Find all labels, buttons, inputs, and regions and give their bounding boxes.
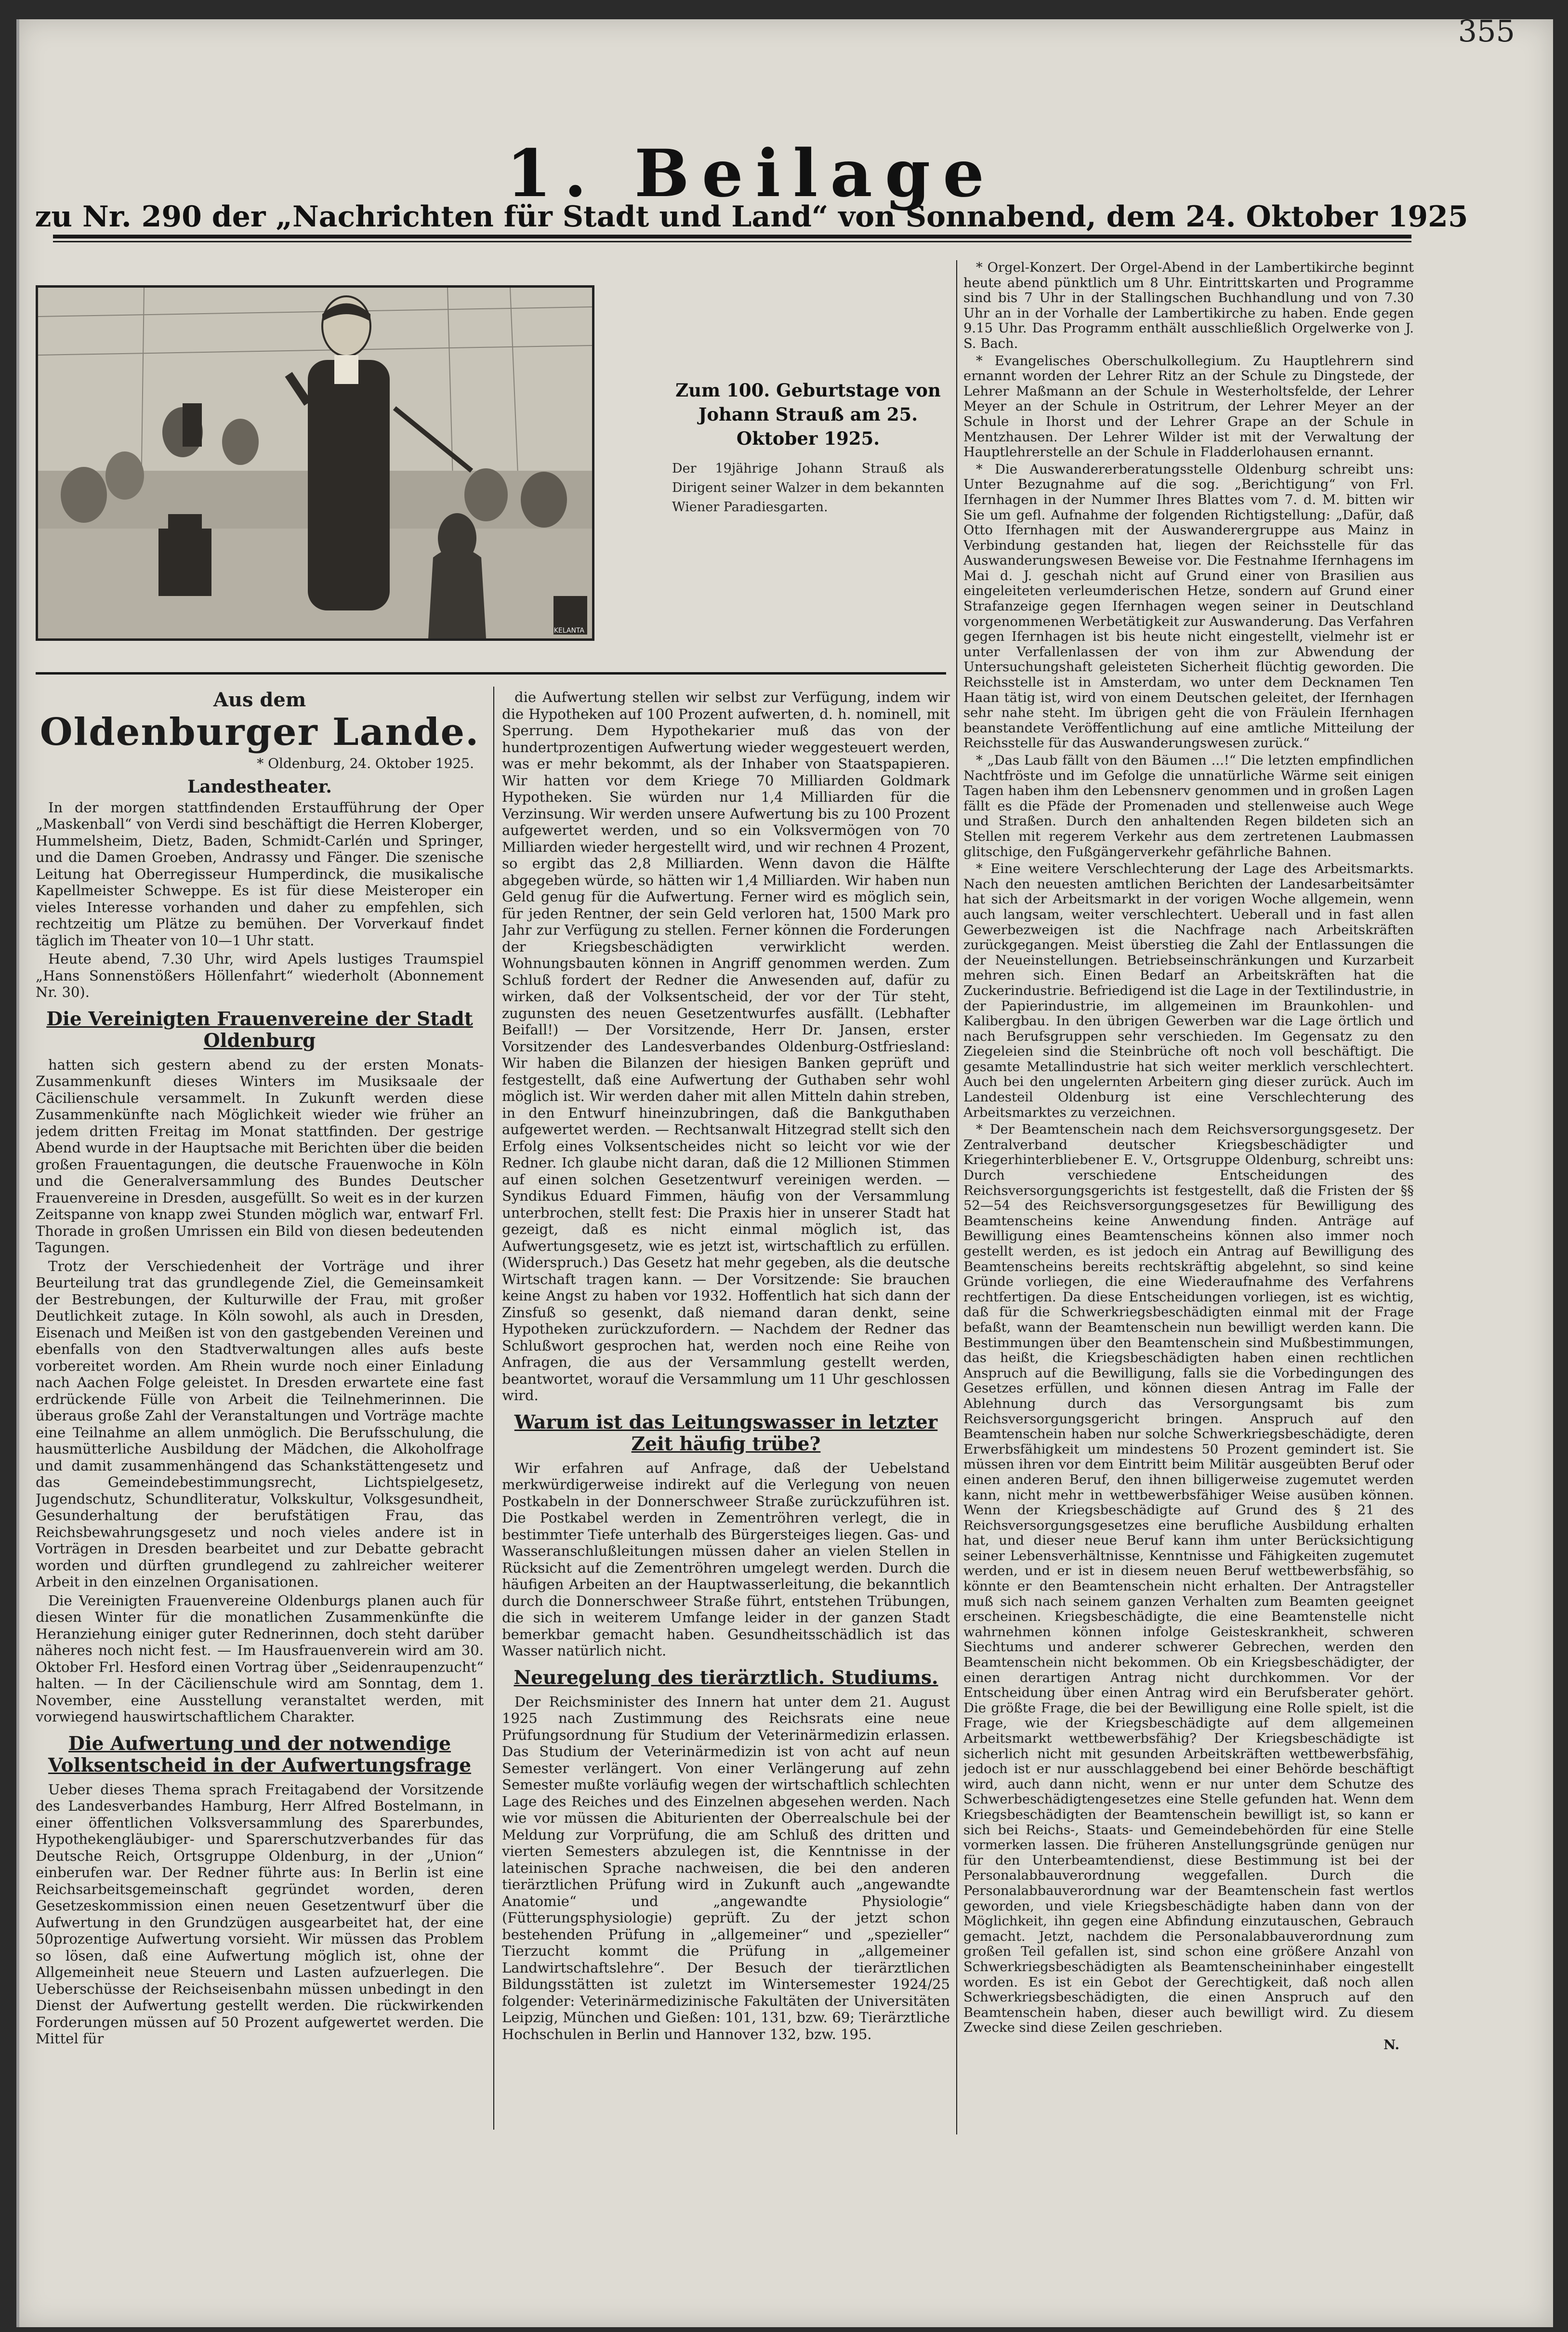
oberschulkollegium-paragraph: * Evangelisches Oberschulkollegium. Zu Hauptlehrern sind ernannt worden der Lehrer Ritz an der Schule zu Dingstede, der Lehrer Maßmann an der Schule in Westerholtsfelde, der Lehrer Meyer an der Schule in Ostritrum, der Lehrer Meyer an der Schule in Ihorst und der Lehrer Grape an der Schule in Mentzhausen. Der Lehrer Wilder ist mit der Verwaltung der Hauptlehrerstelle an der Schule in Fladderlohausen ernannt.: [963, 353, 1414, 460]
beamtenschein-signature: N.: [1384, 2037, 1399, 2053]
frauenvereine-paragraph-2: Trotz der Verschiedenheit der Vorträge und ihrer Beurteilung trat das grundlegende Ziel, die Gemeinsamkeit der Bestrebungen, der Kulturwille der Frau, mit großer Deutlichkeit zutage. In Köln sowohl, als auch in Dresden, Eisenach und Meißen ist von den gastgebenden Vereinen und ebenfalls von den Stadtverwaltungen alles aufs beste vorbereitet worden. Am Rhein wurde noch einer Einladung nach Aachen Folge geleistet. In Dresden erwartete eine fast erdrückende Fülle von Arbeit die Teilnehmerinnen. Die überaus große Zahl der Veranstaltungen und Vorträge machte eine Teilnahme an allem unmöglich. Die Berufsschulung, die hausmütterliche Ausbildung der Mädchen, die Alkoholfrage und damit zusammenhängend das Schankstättengesetz und das Gemeindebestimmungsrecht, Lichtspielgesetz, Jugendschutz, Schundliteratur, Volkskultur, Volksgesundheit, Gesunderhaltung der berufstätigen Frau, das Reichsbewahrungsgesetz und noch vieles andere ist in Vorträgen in Dresden bearbeitet und zur Debatte gebracht worden und dürften grundlegend zu zahlreicher weiterer Arbeit in den einzelnen Organisationen.: [36, 1258, 484, 1590]
leitungswasser-paragraph: Wir erfahren auf Anfrage, daß der Uebelstand merkwürdigerweise indirekt auf die Verlegung von neuen Postkabeln in der Donnerschweer Straße zurückzuführen ist. Die Postkabel werden in Zementröhren verlegt, die in bestimmter Tiefe unterhalb des Bürgersteiges liegen. Gas- und Wasseranschlußleitungen müssen daher an vielen Stellen in Rücksicht auf die Zementröhren umgelegt werden. Durch die häufigen Arbeiten an der Hauptwasserleitung, die bekanntlich durch die Donnerschweer Straße führt, entstehen Trübungen, die sich in weiterem Umfange leider in der ganzen Stadt bemerkbar gemacht haben. Gesundheitsschädlich ist das Wasser natürlich nicht.: [502, 1459, 950, 1659]
section-rule: [36, 672, 946, 675]
aufwertung-continued-paragraph: die Aufwertung stellen wir selbst zur Verfügung, indem wir die Hypotheken auf 100 Prozent aufwerten, d. h. nominell, mit Sperrung. Dem Hypothekarier muß das von der hundertprozentigen Aufwertung wieder weggesteuert werden, was er mehr bekommt, als der Inhaber von Staatspapieren. Wir hatten vor dem Kriege 70 Milliarden Goldmark Hypotheken. Sie würden nur 1,4 Milliarden für die Verzinsung. Wir werden unsere Aufwertung bis zu 100 Prozent aufgewertet werden, und so ein Volksvermögen von 70 Milliarden wieder hergestellt wird, und wir rechnen 4 Prozent, so ergibt das 2,8 Milliarden. Wenn davon die Hälfte abgegeben würde, so hätten wir 1,4 Milliarden. Wir haben nun Geld genug für die Aufwertung. Ferner wird es möglich sein, für jeden Rentner, der sein Geld verloren hat, 1500 Mark pro Jahr zur Verfügung zu stellen. Ferner können die Forderungen der Kriegsbeschädigten verwirklicht werden. Wohnungsbauten können in Angriff genommen werden. Zum Schluß fordert der Redner die Anwesenden auf, dafür zu wirken, daß der Volksentscheid, der vor der Tür steht, zugunsten des neuen Gesetzentwurfes ausfällt. (Lebhafter Beifall!) — Der Vorsitzende, Herr Dr. Jansen, erster Vorsitzender des Landesverbandes Oldenburg-Ostfriesland: Wir haben die Bilanzen der hiesigen Banken geprüft und festgestellt, daß eine Aufwertung der Guthaben sehr wohl möglich ist. Wir werden daher mit allen Mitteln dahin streben, in den Entwurf hineinzubringen, daß die Bankguthaben aufgewertet werden. — Rechtsanwalt Hitzegrad stellt sich den Erfolg eines Volksentscheides nicht so leicht vor wie der Redner. Ich glaube nicht daran, daß die 12 Millionen Stimmen auf einen solchen Gesetzentwurf vereinigen werden. — Syndikus Eduard Fimmen, häufig von der Versammlung unterbrochen, stellt fest: Die Praxis hier in unserer Stadt hat gezeigt, daß es nicht einmal möglich ist, das Aufwertungsgesetz, wie es jetzt ist, wirtschaftlich zu erfüllen. (Widerspruch.) Das Gesetz hat mehr gegeben, als die deutsche Wirtschaft tragen kann. — Der Vorsitzende: Sie brauchen keine Angst zu haben vor 1932. Hoffentlich hat sich dann der Zinsfuß so gesenkt, daß niemand daran denkt, seine Hypotheken zurückzufordern. — Nachdem der Redner das Schlußwort gesprochen hat, werden noch eine Reihe von Anfragen, die aus der Versammlung gestellt werden, beantwortet, worauf die Versammlung um 11 Uhr geschlossen wird.: [502, 689, 950, 1404]
beamtenschein-paragraph: * Der Beamtenschein nach dem Reichsversorgungsgesetz. Der Zentralverband deutscher Kriegsbeschädigter und Kriegerhinterbliebener E. V., Ortsgruppe Oldenburg, schreibt uns: Durch verschiedene Entscheidungen des Reichsversorgungsgerichts ist festgestellt, daß die Fristen der §§ 52—54 des Reichsversorgungsgesetzes für Bewilligung des Beamtenscheins keine Anwendung finden. Anträge auf Bewilligung eines Beamtenscheins können also immer noch gestellt werden, es ist jedoch ein Antrag auf Bewilligung des Beamtenscheins bereits rechtskräftig abgelehnt, so sind keine Gründe vorliegen, die eine Wiederaufnahme des Verfahrens rechtfertigen. Da diese Entscheidungen vorliegen, ist es wichtig, daß für die Schwerkriegsbeschädigten einmal mit der Frage befaßt, wann der Beamtenschein nun bewilligt werden kann. Die Bestimmungen über den Beamtenschein sind Mußbestimmungen, das heißt, die Kriegsbeschädigten haben einen rechtlichen Anspruch auf die Bewilligung, falls sie die Vorbedingungen des Gesetzes erfüllen, und können diesen Antrag im Falle der Ablehnung durch das Versorgungsamt bis zum Reichsversorgungsgericht bringen. Anspruch auf den Beamtenschein haben nur solche Schwerkriegsbeschädigte, deren Erwerbsfähigkeit um mindestens 50 Prozent gemindert ist. Sie müssen ihren vor dem Eintritt beim Militär ausgeübten Beruf oder einen anderen Beruf, den ihnen billigerweise zugemutet werden kann, nicht mehr in wettbewerbsfähiger Weise ausüben können. Wenn der Kriegsbeschädigte auf Grund des § 21 des Reichsversorgungsgesetzes eine berufliche Ausbildung erhalten hat, und dieser neue Beruf kann ihm unter Berücksichtigung seiner Lebensverhältnisse, Kenntnisse und Fähigkeiten zugemutet werden, und er ist in diesem neuen Beruf wettbewerbsfähig, so könnte er den Beamtenschein nicht erhalten. Der Antragsteller muß sich nach seinem ganzen Verhalten zum Beamten geeignet erscheinen. Kriegsbeschädigte, die eine Beamtenstelle nicht wahrnehmen können infolge Geisteskrankheit, schweren Siechtums und anderer schwerer Gebrechen, werden den Beamtenschein nicht bekommen. Ob ein Kriegsbeschädigter, der einen derartigen Antrag nicht durchkommen. Vor der Entscheidung über einen Antrag wird ein Berufsberater gehört. Die größte Frage, die bei der Bewilligung eine Rolle spielt, ist die Frage, wie der Kriegsbeschädigte auf dem allgemeinen Arbeitsmarkt wettbewerbsfähig? Der Kriegsbeschädigte ist sicherlich nicht mit gesunden Arbeitskräften wettbewerbsfähig, jedoch ist er nur ausschlaggebend bei einer Behörde beschäftigt wird, auch dann nicht, wenn er nur unter dem Schutze des Schwerbeschädigtengesetzes eine Stelle gefunden hat. Wenn dem Kriegsbeschädigten der Beamtenschein bewilligt ist, so kann er sich bei Reichs-, Staats- und Gemeindebehörden für eine Stelle vormerken lassen. Die früheren Anstellungsgründe genügen nur für den Unterbeamtendienst, diese Bestimmung ist bei der Personalabbauverordnung weggefallen. Durch die Personalabbauverordnung war der Beamtenschein fast wertlos geworden, und viele Kriegsbeschädigte haben dann von der Möglichkeit, ihn gegen eine Abfindung einzutauschen, Gebrauch gemacht. Jetzt, nachdem die Personalabbauverordnung zum großen Teil gefallen ist, sind schon eine größere Anzahl von Schwerkriegsbeschädigten als Beamtenscheininhaber eingestellt worden. Es ist ein Gebot der Gerechtigkeit, daß noch allen Schwerkriegsbeschädigten, die einen Anspruch auf den Beamtenschein haben, dieser auch bewilligt wird. Zu diesem Zwecke sind diese Zeilen geschrieben.: [963, 1122, 1414, 2036]
column-divider-2: [956, 260, 957, 2134]
masthead-subtitle: zu Nr. 290 der „Nachrichten für Stadt und Land“ von Sonnabend, dem 24. Oktober 1925: [35, 200, 1468, 234]
image-credit: KELANTA: [553, 627, 584, 635]
frauenvereine-paragraph-3: Die Vereinigten Frauenvereine Oldenburgs planen auch für diesen Winter für die monatlichen Zusammenkünfte die Heranziehung einiger guter Rednerinnen, doch steht darüber näheres noch nicht fest. — Im Hausfrauenverein wird am 30. Oktober Frl. Hesford einen Vortrag über „Seidenraupenzucht“ halten. — In der Cäcilienschule wird am Sonntag, dem 1. November, eine Ausstellung veranstaltet werden, mit vorwiegend hauswirtschaftlichem Charakter.: [36, 1592, 484, 1725]
strauss-illustration: [36, 285, 594, 641]
page-edge: [16, 19, 19, 2327]
masthead-rule-thick: [53, 235, 1411, 238]
laub-paragraph: * „Das Laub fällt von den Bäumen ...!“ Die letzten empfindlichen Nachtfröste und im Gefolge die unnatürliche Wärme seit einigen Tagen haben ihm den Lebensnerv genommen und in großen Lagen fällt es die Pfäde der Promenaden und stellenweise auch Wege und Straßen. Durch den anhaltenden Regen bildeten sich an Stellen mit regerem Verkehr aus dem zertretenen Laubmassen glitschige, den Fußgängerverkehr gefährliche Bahnen.: [963, 753, 1414, 860]
landestheater-paragraph-1: In der morgen stattfindenden Erstaufführung der Oper „Maskenball“ von Verdi sind beschäftigt die Herren Kloberger, Hummelsheim, Dietz, Baden, Schmidt-Carlén und Springer, und die Damen Groeben, Andrassy und Fänger. Die szenische Leitung hat Oberregisseur Humperdinck, die musikalische Kapellmeister Schweppe. Es ist für diese Meisteroper ein vieles Interesse vorhanden und daher zu empfehlen, sich rechtzeitig um Plätze zu bemühen. Der Vorverkauf findet täglich im Theater von 10—1 Uhr statt.: [36, 799, 484, 949]
column-divider-1: [493, 687, 494, 2130]
aufwertung-paragraph-1: Ueber dieses Thema sprach Freitagabend der Vorsitzende des Landesverbandes Hamburg, Herr Alfred Bostelmann, in einer öffentlichen Volksversammlung des Sparerbundes, Hypothekengläubiger- und Sparerschutzverbandes für das Deutsche Reich, Ortsgruppe Oldenburg, in der „Union“ einberufen war. Der Redner führte aus: In Berlin ist eine Reichsarbeitsgemeinschaft gegründet worden, deren Gesetzeskommission einen neuen Gesetzentwurf über die Aufwertung in den Grundzügen ausgearbeitet hat, der eine 50prozentige Aufwertung vorsieht. Wir müssen das Problem so lösen, daß eine Aufwertung möglich ist, ohne der Allgemeinheit neue Steuern und Lasten aufzuerlegen. Die Ueberschüsse der Reichseisenbahn müssen unbedingt in den Dienst der Aufwertung gestellt werden. Die rückwirkenden Forderungen müssen auf 50 Prozent aufgewertet werden. Die Mittel für: [36, 1781, 484, 2047]
right-column: [963, 260, 1414, 2149]
landestheater-paragraph-2: Heute abend, 7.30 Uhr, wird Apels lustiges Traumspiel „Hans Sonnenstößers Höllenfahrt“ wiederholt (Abonnement Nr. 30).: [36, 951, 484, 1000]
arbeitsmarkt-paragraph: * Eine weitere Verschlechterung der Lage des Arbeitsmarkts. Nach den neuesten amtlichen Berichten der Landesarbeitsämter hat sich der Arbeitsmarkt in der vorigen Woche allgemein, wenn auch langsam, weiter verschlechtert. Ueberall und in fast allen Gewerbezweigen ist die Nachfrage nach Arbeitskräften zurückgegangen. Meist überstieg die Zahl der Entlassungen die der Neueinstellungen. Betriebseinschränkungen und Kurzarbeit mehren sich. Einen Bedarf an Arbeitskräften hat die Zuckerindustrie. Befriedigend ist die Lage in der Textilindustrie, in der Papierindustrie, im allgemeinen im Braunkohlen- und Kalibergbau. In den übrigen Gewerben war die Lage örtlich und nach Berufsgruppen sehr verschieden. Im Gegensatz zu den Ziegeleien sind die Steinbrüche oft noch voll beschäftigt. Die gesamte Metallindustrie hat sich weiter merklich verschlechtert. Auch bei den ungelernten Arbeitern ging dieser zurück. Auch im Landesteil Oldenburg ist eine Verschlechterung des Arbeitsmarktes zu verzeichnen.: [963, 861, 1414, 1120]
masthead-title: 1. Beilage: [506, 135, 997, 212]
left-column: [36, 689, 484, 2134]
aufwertung-heading: Die Aufwertung und der notwendige Volksentscheid in der Aufwertungsfrage: [48, 1732, 472, 1776]
feature-text: [672, 378, 944, 517]
section-kicker: Aus dem: [213, 689, 306, 711]
frauenvereine-paragraph-1: hatten sich gestern abend zu der ersten Monats-Zusammenkunft dieses Winters im Musiksaale der Cäcilienschule versammelt. In Zukunft werden diese Zusammenkünfte nach Möglichkeit wieder wie früher an jedem dritten Freitag im Monat stattfinden. Der gestrige Abend wurde in der Hauptsache mit Berichten über die beiden großen Frauentagungen, die deutsche Frauenwoche in Köln und die Generalversammlung des Bundes Deutscher Frauenvereine in Dresden, ausgefüllt. So weit es in der kurzen Zeitspanne von knapp zwei Stunden möglich war, entwarf Frl. Thorade in großen Umrissen ein Bild von diesen bedeutenden Tagungen.: [36, 1056, 484, 1256]
masthead-rule-thin: [53, 241, 1411, 242]
feature-heading: Zum 100. Geburtstage von Johann Strauß am 25. Oktober 1925.: [675, 380, 941, 449]
feature-caption: Der 19jährige Johann Strauß als Dirigent seiner Walzer in dem bekannten Wiener Paradiesgarten.: [672, 461, 944, 515]
landestheater-heading: Landestheater.: [187, 776, 332, 797]
section-title: Oldenburger Lande.: [40, 710, 480, 754]
auswandererberatung-paragraph: * Die Auswandererberatungsstelle Oldenburg schreibt uns: Unter Bezugnahme auf die sog. „Berichtigung“ von Frl. Ifernhagen in der Nummer Ihres Blattes vom 7. d. M. bitten wir Sie um gefl. Aufnahme der folgenden Richtigstellung: „Dafür, daß Otto Ifernhagen mit der Auswanderergruppe aus Mainz in Verbindung gestanden hat, liegen der Reichsstelle für das Auswanderungswesen Beweise vor. Die Festnahme Ifernhagens im Mai d. J. geschah nicht auf Grund einer von Brasilien aus eingeleiteten verleumderischen Hetze, sondern auf Grund einer Strafanzeige gegen Ifernhagen wegen seiner in Deutschland vorgenommenen Werbetätigkeit zur Auswanderung. Das Verfahren gegen Ifernhagen ist bis heute nicht eingestellt, vielmehr ist er unter Verfallenlassen der von ihm zur Abwendung der Untersuchungshaft geleisteten Sicherheit flüchtig geworden. Die Reichsstelle ist in Amsterdam, wo unter dem Decknamen Ten Haan tätig ist, wird von einem Deutschen geleitet, der Ifernhagen sehr nahe steht. Im übrigen geht die von Fräulein Ifernhagen beanstandete Veröffentlichung auf eine amtliche Mitteilung der Reichsstelle für das Auswanderungswesen zurück.“: [963, 462, 1414, 751]
middle-column: [502, 689, 950, 2134]
orgel-konzert-paragraph: * Orgel-Konzert. Der Orgel-Abend in der Lambertikirche beginnt heute abend pünktlich um 8 Uhr. Eintrittskarten und Programme sind bis 7 Uhr in der Stallingschen Buchhandlung und von 7.30 Uhr an in der Vorhalle der Lambertikirche zu haben. Ende gegen 9.15 Uhr. Das Programm enthält ausschließlich Orgelwerke von J. S. Bach.: [963, 260, 1414, 351]
leitungswasser-heading: Warum ist das Leitungswasser in letzter Zeit häufig trübe?: [514, 1411, 938, 1455]
studium-paragraph: Der Reichsminister des Innern hat unter dem 21. August 1925 nach Zustimmung des Reichsrats eine neue Prüfungsordnung für Studium der Veterinärmedizin erlassen. Das Studium der Veterinärmedizin ist von acht auf neun Semester verlängert. Von einer Verlängerung auf zehn Semester mußte vorläufig wegen der wirtschaftlich schlechten Lage des Reiches und des Einzelnen abgesehen werden. Nach wie vor müssen die Abiturienten der Oberrealschule bei der Meldung zur Vorprüfung, die am Schluß des dritten und vierten Semesters abzulegen ist, die Kenntnisse in der lateinischen Sprache nachweisen, die bei den anderen tierärztlichen Prüfung wird in Zukunft auch „angewandte Anatomie“ und „angewandte Physiologie“ (Fütterungsphysiologie) geprüft. Zu der jetzt schon bestehenden Prüfung in „allgemeiner“ und „spezieller“ Tierzucht kommt die Prüfung in „allgemeiner Landwirtschaftslehre“. Der Besuch der tierärztlichen Bildungsstätten ist zuletzt im Wintersemester 1924/25 folgender: Veterinärmedizinische Fakultäten der Universitäten Leipzig, München und Gießen: 101, 131, bzw. 69; Tierärztliche Hochschulen in Berlin und Hannover 132, bzw. 195.: [502, 1693, 950, 2042]
frauenvereine-heading: Die Vereinigten Frauenvereine der Stadt Oldenburg: [46, 1007, 473, 1052]
dateline: * Oldenburg, 24. Oktober 1925.: [257, 755, 474, 771]
studium-heading: Neuregelung des tierärztlich. Studiums.: [514, 1666, 938, 1689]
page-number: 355: [1458, 13, 1515, 49]
